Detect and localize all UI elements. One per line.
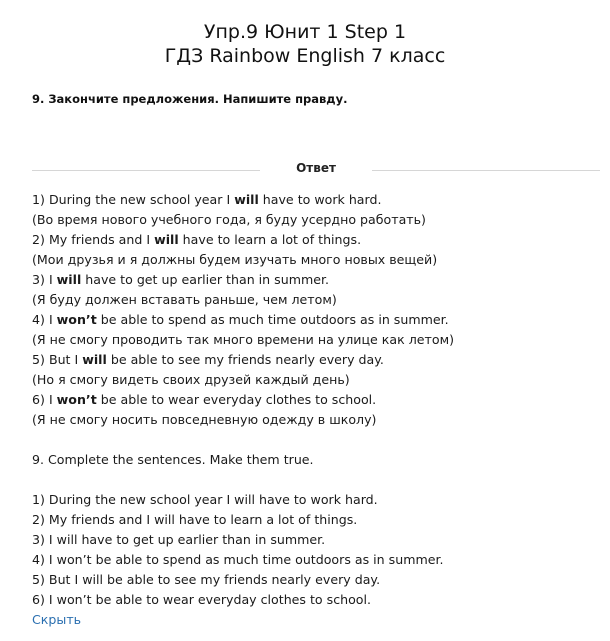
answer-sentence [32,310,602,330]
answer-number: 3) [32,272,45,287]
answer-bold-word: will [82,352,107,367]
answer-heading: Ответ [296,161,336,175]
answer-text-before: But I [44,352,83,367]
answer-block [32,190,602,630]
answer-bold-word: won’t [56,312,97,327]
divider-left [32,170,260,171]
answer-bold-word: won’t [56,392,97,407]
answer-number: 1) [32,192,45,207]
english-sentence: 3) I will have to get up earlier than in summer. [32,532,326,547]
english-sentence: 6) I won’t be able to wear everyday clothes to school. [32,592,372,607]
answer-translation: (Я не смогу носить повседневную одежду в школу) [32,412,377,427]
spacer [32,430,602,450]
english-sentence: 1) During the new school year I will have to work hard. [32,492,378,507]
english-sentence: 4) I won’t be able to spend as much time outdoors as in summer. [32,552,444,567]
answer-text-before: I [44,392,57,407]
answer-text-after: have to learn a lot of things. [178,232,362,247]
answer-translation: (Я не смогу проводить так много времени на улице как летом) [32,332,454,347]
answer-sentence [32,350,602,370]
answer-text-after: be able to wear everyday clothes to school. [96,392,377,407]
answer-bold-word: will [154,232,179,247]
answer-sentence [32,390,602,410]
answer-sentence [32,190,602,210]
answer-bold-word: will [56,272,82,287]
answer-text-before: During the new school year I [44,192,235,207]
hide-answer-link[interactable]: Скрыть [32,612,82,627]
answer-translation: (Мои друзья и я должны будем изучать много новых вещей) [32,252,438,267]
english-sentence: 5) But I will be able to see my friends nearly every day. [32,572,381,587]
answer-translation: (Но я смогу видеть своих друзей каждый день) [32,372,350,387]
divider-right [372,170,600,171]
answer-text-before: My friends and I [44,232,155,247]
page-title-line2: ГДЗ Rainbow English 7 класс [164,45,446,67]
page-title-line1: Упр.9 Юнит 1 Step 1 [203,21,407,43]
answer-number: 2) [32,232,45,247]
english-sentence: 2) My friends and I will have to learn a lot of things. [32,512,358,527]
task-instruction: 9. Закончите предложения. Напишите правду. [32,92,348,106]
answer-text-before: I [44,312,57,327]
spacer [32,470,602,490]
answer-number: 4) [32,312,45,327]
answer-text-before: I [44,272,57,287]
answer-number: 6) [32,392,45,407]
answer-text-after: have to get up earlier than in summer. [81,272,330,287]
answer-bold-word: will [234,192,259,207]
answer-text-after: have to work hard. [258,192,382,207]
answer-text-after: be able to spend as much time outdoors as in summer. [96,312,449,327]
answer-number: 5) [32,352,45,367]
answer-sentence [32,230,602,250]
answer-translation: (Я буду должен вставать раньше, чем летом) [32,292,337,307]
answer-translation: (Во время нового учебного года, я буду усердно работать) [32,212,426,227]
english-task-heading: 9. Complete the sentences. Make them true. [32,452,314,467]
answer-text-after: be able to see my friends nearly every day. [106,352,384,367]
answer-sentence [32,270,602,290]
